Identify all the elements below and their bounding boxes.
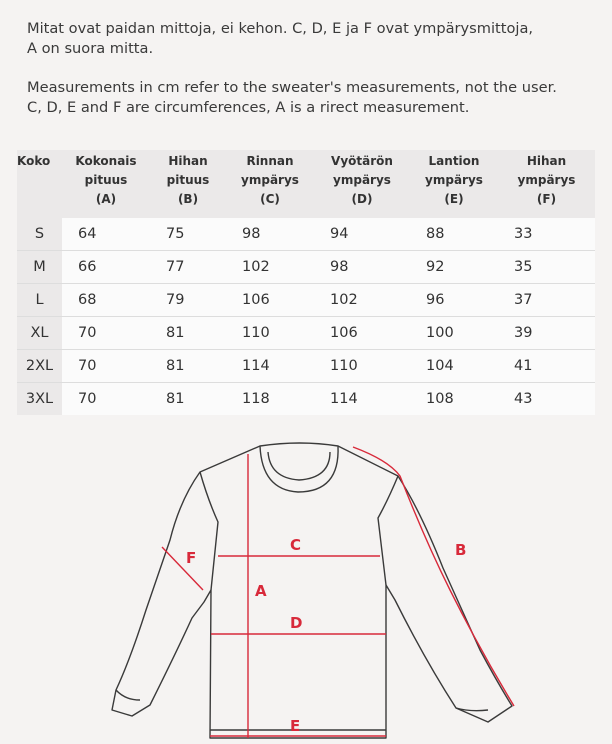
intro-en-line2: C, D, E and F are circumferences, A is a rirect measurement. bbox=[27, 99, 470, 116]
measurement-cell: 70 bbox=[62, 350, 150, 383]
label-e: E bbox=[290, 717, 301, 735]
measurement-cell: 75 bbox=[150, 218, 226, 251]
left-armhole-seam bbox=[200, 472, 218, 590]
measurement-cell: 114 bbox=[314, 383, 410, 416]
intro-en-line1: Measurements in cm refer to the sweater's measurements, not the user. bbox=[27, 79, 557, 96]
size-cell: 3XL bbox=[17, 383, 62, 416]
measurement-labels bbox=[186, 536, 466, 735]
column-header-line: (C) bbox=[260, 192, 280, 206]
column-header-line: (A) bbox=[95, 192, 117, 206]
column-header-line: (E) bbox=[444, 192, 464, 206]
column-header-line: Lantion bbox=[428, 154, 480, 168]
column-header-line: Kokonais bbox=[75, 154, 137, 168]
measurement-cell: 41 bbox=[498, 350, 595, 383]
measurement-cell: 98 bbox=[226, 218, 314, 251]
column-header-line: (B) bbox=[177, 192, 199, 206]
size-cell: M bbox=[17, 251, 62, 284]
measurement-cell: 92 bbox=[410, 251, 498, 284]
size-cell: 2XL bbox=[17, 350, 62, 383]
column-header-line: ympärys bbox=[241, 173, 299, 187]
sweater-outline bbox=[112, 443, 512, 738]
measurement-cell: 96 bbox=[410, 284, 498, 317]
measurement-cell: 102 bbox=[314, 284, 410, 317]
measurement-cell: 35 bbox=[498, 251, 595, 284]
measurement-cell: 37 bbox=[498, 284, 595, 317]
column-header-line: ympärys bbox=[517, 173, 576, 187]
column-header-line: (F) bbox=[536, 192, 557, 206]
size-cell: L bbox=[17, 284, 62, 317]
measurement-cell: 106 bbox=[314, 317, 410, 350]
label-c: C bbox=[290, 536, 302, 554]
measurement-cell: 70 bbox=[62, 383, 150, 416]
column-header-line: Vyötärön bbox=[331, 154, 393, 168]
column-header-line: Hihan bbox=[526, 154, 567, 168]
measurement-cell: 114 bbox=[226, 350, 314, 383]
column-header-line: (D) bbox=[351, 192, 373, 206]
column-header-line: Rinnan bbox=[246, 154, 294, 168]
measurement-cell: 110 bbox=[314, 350, 410, 383]
measurement-cell: 94 bbox=[314, 218, 410, 251]
left-cuff-line bbox=[116, 690, 140, 700]
column-header-line: pituus bbox=[166, 173, 210, 187]
measurement-cell: 79 bbox=[150, 284, 226, 317]
measurement-cell: 118 bbox=[226, 383, 314, 416]
measurement-cell: 100 bbox=[410, 317, 498, 350]
label-d: D bbox=[290, 614, 303, 632]
intro-fi-line2: A on suora mitta. bbox=[27, 40, 154, 57]
measurement-cell: 64 bbox=[62, 218, 150, 251]
label-f: F bbox=[186, 549, 197, 567]
measurement-cell: 108 bbox=[410, 383, 498, 416]
measurement-lines bbox=[162, 447, 514, 738]
column-header-line: Koko bbox=[17, 154, 51, 168]
measurement-cell: 77 bbox=[150, 251, 226, 284]
size-cell: XL bbox=[17, 317, 62, 350]
intro-fi-line1: Mitat ovat paidan mittoja, ei kehon. C, D, E ja F ovat ympärysmittoja, bbox=[27, 20, 534, 37]
label-a: A bbox=[255, 582, 267, 600]
column-header-line: Hihan bbox=[168, 154, 208, 168]
size-cell: S bbox=[17, 218, 62, 251]
measurement-cell: 81 bbox=[150, 350, 226, 383]
measurement-cell: 104 bbox=[410, 350, 498, 383]
measurement-cell: 102 bbox=[226, 251, 314, 284]
measurement-cell: 81 bbox=[150, 317, 226, 350]
measurement-cell: 110 bbox=[226, 317, 314, 350]
measurement-cell: 98 bbox=[314, 251, 410, 284]
right-armhole-seam bbox=[378, 476, 398, 585]
column-header-line: pituus bbox=[84, 173, 128, 187]
measurement-cell: 88 bbox=[410, 218, 498, 251]
measurement-cell: 39 bbox=[498, 317, 595, 350]
measurement-cell: 66 bbox=[62, 251, 150, 284]
column-header-line: ympärys bbox=[425, 173, 483, 187]
label-b: B bbox=[455, 541, 467, 559]
measurement-cell: 70 bbox=[62, 317, 150, 350]
collar-inner bbox=[268, 452, 330, 480]
measurement-cell: 81 bbox=[150, 383, 226, 416]
measurement-cell: 43 bbox=[498, 383, 595, 416]
measure-f-line bbox=[162, 547, 203, 590]
measurement-cell: 33 bbox=[498, 218, 595, 251]
measurement-cell: 68 bbox=[62, 284, 150, 317]
measurement-cell: 106 bbox=[226, 284, 314, 317]
column-header-line: ympärys bbox=[333, 173, 391, 187]
